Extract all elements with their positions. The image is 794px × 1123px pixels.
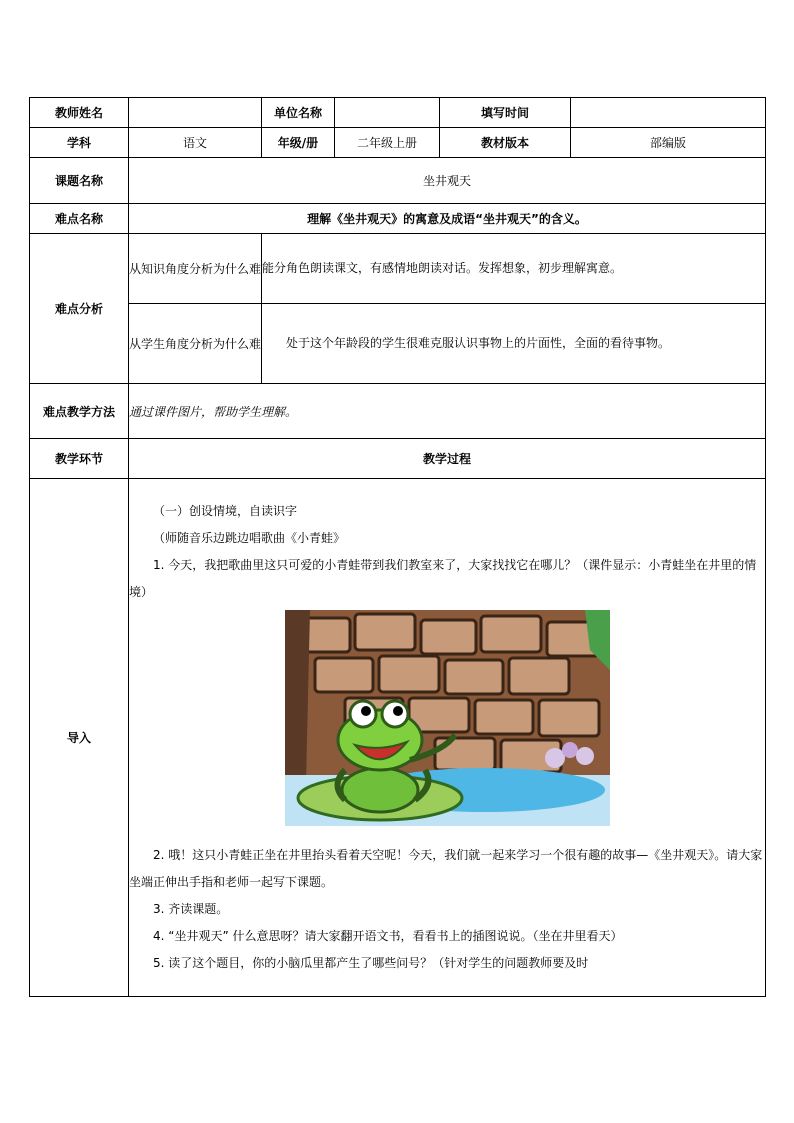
fill-time-label: 填写时间	[440, 98, 571, 128]
difficulty-value: 理解《坐井观天》的寓意及成语“坐井观天”的含义。	[129, 204, 766, 234]
frog-illustration-wrap	[129, 610, 765, 836]
subject-label: 学科	[30, 128, 129, 158]
row-lesson	[30, 158, 766, 204]
method-label: 难点教学方法	[30, 384, 129, 439]
edition-value: 部编版	[571, 128, 766, 158]
intro-line: 3. 齐读课题。	[153, 902, 229, 916]
intro-stage: 导入	[30, 479, 129, 997]
intro-line: 4. “坐井观天” 什么意思呀？请大家翻开语文书，看看书上的插图说说。（坐在井里看天）	[153, 929, 623, 943]
fill-time-value	[571, 98, 766, 128]
intro-process	[129, 479, 766, 997]
edition-label: 教材版本	[440, 128, 571, 158]
unit-label: 单位名称	[262, 98, 335, 128]
lesson-title: 坐井观天	[129, 158, 766, 204]
row-method	[30, 384, 766, 439]
lesson-plan-table	[29, 97, 766, 997]
difficulty-label: 难点名称	[30, 204, 129, 234]
teacher-name-value	[129, 98, 262, 128]
intro-line: 2. 哦！这只小青蛙正坐在井里抬头看着天空呢！今天，我们就一起来学习一个很有趣的故事—《坐井观天》。请大家坐端正伸出手指和老师一起写下课题。	[129, 848, 763, 889]
unit-value	[335, 98, 440, 128]
intro-line: （一）创设情境，自读识字	[153, 504, 298, 518]
student-angle-label: 从学生角度分析为什么难	[129, 304, 262, 384]
lesson-label: 课题名称	[30, 158, 129, 204]
row-analysis-student	[30, 304, 766, 384]
stage-header: 教学环节	[30, 439, 129, 479]
row-difficulty	[30, 204, 766, 234]
analysis-label: 难点分析	[30, 234, 129, 384]
row-process-header	[30, 439, 766, 479]
knowledge-angle-text: 能分角色朗读课文，有感情地朗读对话。发挥想象，初步理解寓意。	[262, 234, 766, 304]
method-value: 通过课件图片，帮助学生理解。	[129, 384, 766, 439]
row-teacher	[30, 98, 766, 128]
process-header: 教学过程	[129, 439, 766, 479]
intro-line: 5. 读了这个题目，你的小脑瓜里都产生了哪些问号？（针对学生的问题教师要及时	[153, 956, 589, 970]
intro-line: （师随音乐边跳边唱歌曲《小青蛙》	[153, 531, 346, 545]
student-angle-text: 处于这个年龄段的学生很难克服认识事物上的片面性，全面的看待事物。	[262, 304, 766, 384]
knowledge-angle-label: 从知识角度分析为什么难	[129, 234, 262, 304]
frog-in-well-illustration	[285, 610, 610, 826]
subject-value: 语文	[129, 128, 262, 158]
grade-value: 二年级上册	[335, 128, 440, 158]
teacher-name-label: 教师姓名	[30, 98, 129, 128]
row-intro	[30, 479, 766, 997]
intro-line: 1. 今天，我把歌曲里这只可爱的小青蛙带到我们教室来了，大家找找它在哪儿？（课件显示：小青蛙坐在井里的情境）	[129, 558, 757, 599]
grade-label: 年级/册	[262, 128, 335, 158]
row-analysis-knowledge	[30, 234, 766, 304]
row-subject	[30, 128, 766, 158]
